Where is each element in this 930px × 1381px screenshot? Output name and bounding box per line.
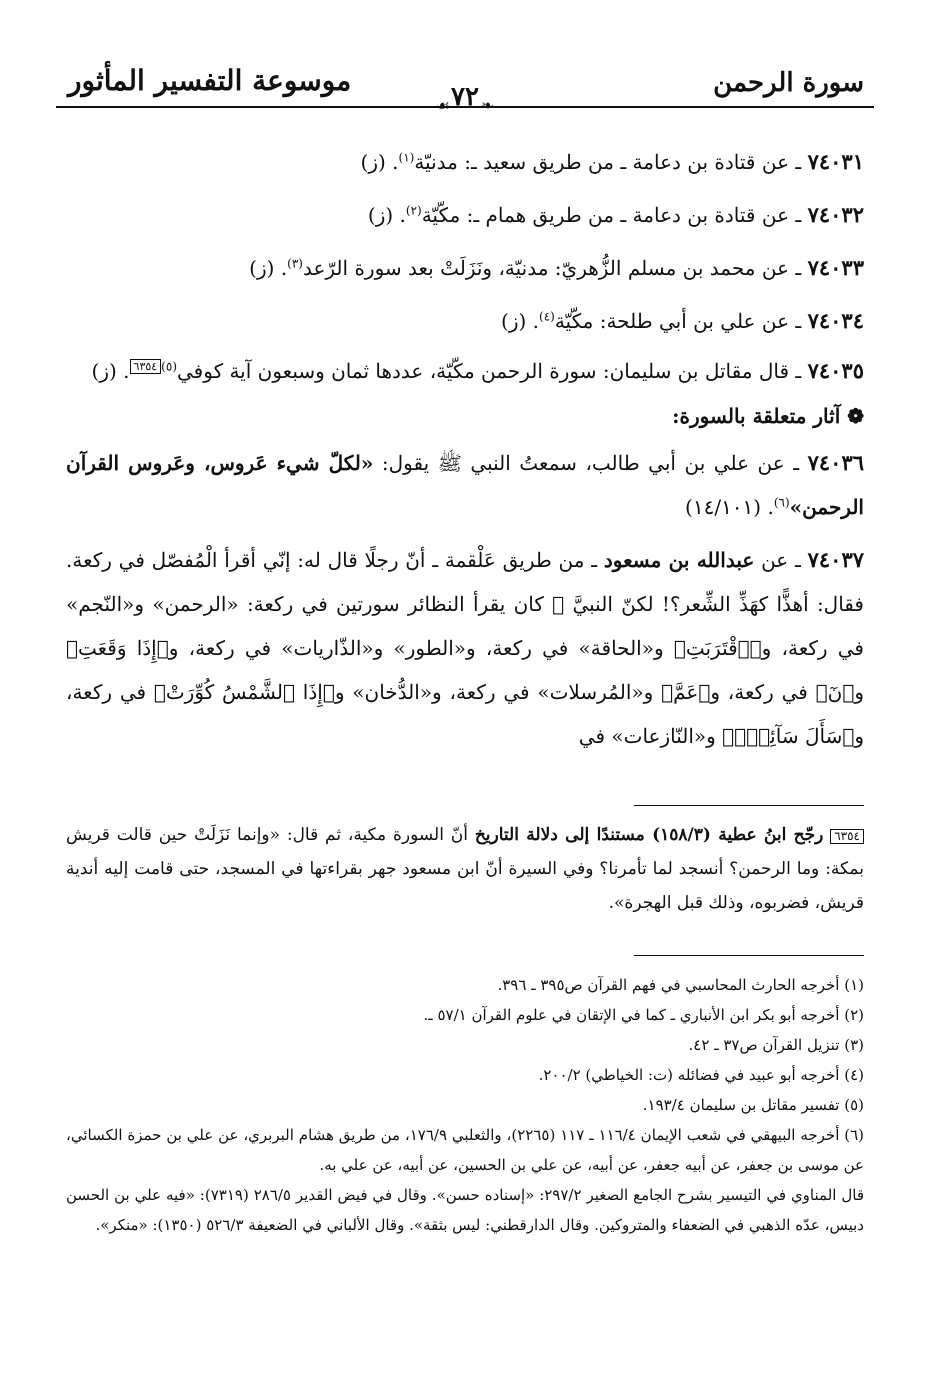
entry: ٧٤٠٣٥ ـ قال مقاتل بن سليمان: سورة الرحمن مكّيّة، عددها ثمان وسبعون آية كوفي$^{(٥)}$٦٣٥٤. (ز) (91, 358, 864, 383)
footnote: (٦) أخرجه البيهقي في شعب الإيمان ١١٦/٤ ـ ١١٧ (٢٢٦٥)، والثعلبي ١٧٦/٩، من طريق هشام البربري، عن علي بن حمزة الكسائي، عن موسى بن جعفر، عن أبيه جعفر، عن أبيه، عن علي بن الحسين، عن أبيه، عن علي به. (66, 1126, 865, 1174)
commentary-ref-box[interactable]: ٦٣٥٤ (130, 359, 162, 374)
entry: ٧٤٠٣٢ ـ عن قتادة بن دعامة ـ من طريق همام ـ: مكّيّة$^{(٢)}$. (ز) (367, 202, 864, 227)
footnote-ref[interactable]: (٥) (161, 359, 177, 374)
footnote: قال المناوي في التيسير بشرح الجامع الصغير ٢٩٧/٢: «إسناده حسن». وقال في فيض القدير ٢٨٦/٥ (٧٣١٩): «فيه علي بن الحسن دبيس، عدّه الذهبي في الضعفاء والمتروكين. وقال الدارقطني: ليس بثقة». وقال الألباني في الضعيفة ٥٢٦/٣ (١٣٥٠): «منكر». (66, 1186, 864, 1234)
series-title: موسوعة التفسير المأثور (68, 64, 352, 97)
divider (634, 955, 864, 956)
commentary-note: ٦٣٥٤ رجّح ابنُ عطية (١٥٨/٣) مستندًا إلى دلالة التاريخ أنّ السورة مكية، ثم قال: «وإنما نَزَلَتْ حين قالت قريش بمكة: وما الرحمن؟ أنسجد لما تأمرنا؟ وفي السيرة أنّ ابن مسعود جهر بقراءتها في المسجد، حتى قامت إليه أندية قريش، فضربوه، وذلك قبل الهجرة». (66, 825, 864, 913)
footnote: (٥) تفسير مقاتل بن سليمان ١٩٣/٤. (642, 1096, 864, 1114)
entry: ٧٤٠٣١ ـ عن قتادة بن دعامة ـ من طريق سعيد ـ: مدنيّة$^{(١)}$. (ز) (360, 149, 864, 174)
page-number: ٧٢ (451, 82, 479, 112)
ornament-icon: ❧ (480, 96, 494, 115)
commentary-ref-box: ٦٣٥٤ (830, 829, 864, 844)
footnote-ref[interactable]: (٣) (287, 256, 303, 271)
footnotes (66, 970, 864, 1240)
entry: ٧٤٠٣٣ ـ عن محمد بن مسلم الزُّهريّ: مدنيّة، ونَزَلَتْ بعد سورة الرّعد$^{(٣)}$. (ز) (249, 255, 864, 280)
footnote: (٣) تنزيل القرآن ص٣٧ ـ ٤٢. (688, 1036, 864, 1054)
sura-name: سورة الرحمن (713, 68, 864, 98)
footnote: (٤) أخرجه أبو عبيد في فضائله (ت: الخياطي) ٢٠٠/٢. (538, 1066, 864, 1084)
footnote: (٢) أخرجه أبو بكر ابن الأنباري ـ كما في الإتقان في علوم القرآن ٥٧/١ ـ. (423, 1006, 864, 1024)
hadith-entry: ٧٤٠٣٦ ـ عن علي بن أبي طالب، سمعتُ النبي ﷺ يقول: «لكلّ شيء عَروس، وعَروس القرآن الرحمن»$^{(٦)}$. (١٤/١٠١) (66, 450, 865, 519)
section-heading: ❁ آثار متعلقة بالسورة: (672, 404, 864, 428)
footnote-ref[interactable]: (١) (398, 150, 415, 165)
ornament-icon: ☙ (436, 96, 451, 115)
page-header (56, 58, 874, 115)
footnote-ref[interactable]: (٦) (773, 495, 790, 510)
footnote-ref[interactable]: (٢) (405, 203, 422, 218)
footnote-ref[interactable]: (٤) (539, 309, 555, 324)
main-text (66, 140, 864, 767)
hadith-entry: ٧٤٠٣٧ ـ عن عبدالله بن مسعود ـ من طريق عَلْقمة ـ أنّ رجلًا قال له: إنّي أقرأ الْمُفصّل في ركعة. فقال: أهذًّا كهَذِّ الشِّعر؟! لكنّ النبيَّ ﷺ كان يقرأ النظائر سورتين في ركعة: «الرحمن» و«النّجم» في ركعة، و﴿ٱقْتَرَبَتِ﴾ و«الحاقة» في ركعة، و«الطور» و«الذّاريات» في ركعة، و﴿إِذَا وَقَعَتِ﴾ و﴿نٓ﴾ في ركعة، و﴿عَمَّ﴾ و«المُرسلات» في ركعة، و«الدُّخان» و﴿إِذَا ٱلشَّمْسُ كُوِّرَتْ﴾ في ركعة، و﴿سَأَلَ سَآئِلٌۢ﴾ و«النّازعات» في (66, 547, 865, 748)
flower-ornament-icon: ❁ (847, 404, 864, 428)
entry: ٧٤٠٣٤ ـ عن علي بن أبي طلحة: مكّيّة$^{(٤)}$. (ز) (501, 308, 864, 333)
divider (634, 805, 864, 806)
footnote: (١) أخرجه الحارث المحاسبي في فهم القرآن ص٣٩٥ ـ ٣٩٦. (497, 976, 864, 994)
